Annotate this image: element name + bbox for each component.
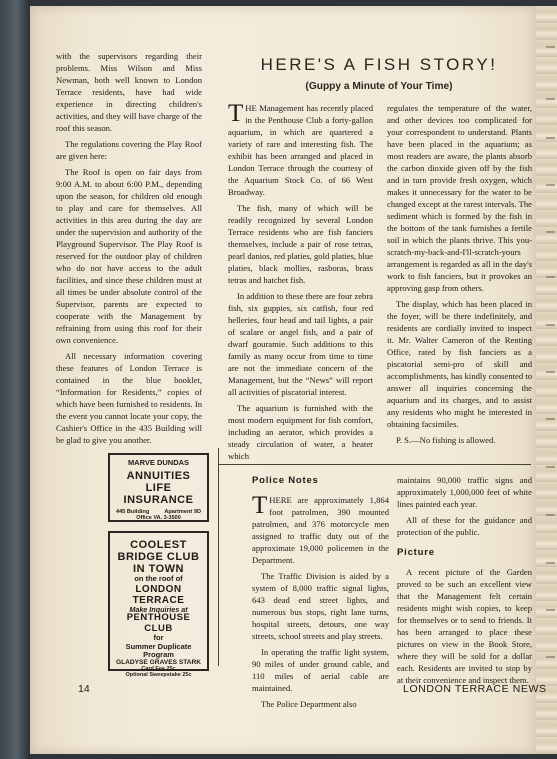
left-paragraph: with the supervisors regarding their problems. Miss Wilson and Miss Newman, both well known to London Terrace residents, have had wide experience in directing children's activities, and they will have charge of the roof this season.	[56, 51, 202, 133]
fish-story-headline: HERE'S A FISH STORY!	[260, 55, 498, 74]
ad-line: Optional Sweepstake 25c	[125, 672, 192, 679]
ad-apartment: Apartment 9D	[164, 508, 201, 515]
fish-first-text: HE Management has recently placed in the Penthouse Club a forty-gallon aquarium, in which are quartered a variety of rare and interesting fish. The exhibit has been arranged and placed in London Terrace through the courtesy of the Aquarium Stock Co. of 66 West Broadway.	[228, 103, 373, 197]
ad-line: Card Fee 25c	[141, 666, 176, 673]
police-picture-column	[397, 474, 532, 690]
picture-paragraph: A recent picture of the Garden proved to be such an excellent view that the Management felt certain residents might wish copies, to keep for themselves or to send to friends. It has been arranged to place these pictures on view in the Book Store, where they will be sold for a dollar each. Residents are invited to stop by at their convenience and inspect them.	[397, 567, 532, 685]
ad-line: GLADYSE GRAVES STARK	[115, 659, 202, 667]
police-paragraph: All of these for the guidance and protection of the public.	[397, 515, 532, 537]
fish-paragraph: The display, which has been placed in the foyer, will be there indefinitely, and residents are cordially invited to inspect it. Mr. Walter Cameron of the Renting Office, rated by fish fanciers as a piscatorial semi-pro of skill and accomplishments, has kindly consented to answer all inquiries concerning the aquarium and its charges, and to assist any residents who might be interested in obtaining facsimiles.	[387, 299, 532, 429]
ad-annuities: ANNUITIES	[126, 470, 191, 483]
ad-agent-name: MARVE DUNDAS	[127, 458, 190, 467]
drop-cap: T	[228, 100, 244, 127]
police-paragraph: maintains 90,000 traffic signs and approximately 1,000,000 feet of white lines painted each year.	[397, 475, 532, 509]
police-first-text: HERE are approximately 1,864 foot patrolmen, 390 mounted patrolmen, and 376 motorcycle men assigned to traffic duty out of the approximate 19,000 policemen in the Department.	[252, 495, 389, 565]
fish-story-subhead: (Guppy a Minute of Your Time)	[305, 81, 453, 92]
bridge-club-ad	[108, 531, 209, 679]
police-notes-title: Police Notes	[252, 475, 319, 486]
ad-line: IN TOWN	[133, 563, 184, 576]
page-number: 14	[78, 683, 90, 695]
ad-life-insurance: LIFE INSURANCE	[123, 482, 194, 507]
ad-line: on the roof of	[134, 574, 183, 584]
ad-line: for	[153, 633, 164, 643]
publication-name: LONDON TERRACE NEWS	[403, 683, 547, 695]
fish-paragraph: The aquarium is furnished with the most modern equipment for fish comfort, including an aerator, which provides a steady circulation of water, a heater which	[228, 403, 373, 461]
police-paragraph: The Traffic Division is aided by a system of 8,000 traffic signal lights, 643 dead end street lights, and numerous bus stops, right lane turns, hospital streets, detours, one way streets, school streets and play streets.	[252, 571, 389, 641]
page-stack-edge	[536, 6, 557, 754]
left-paragraph: All necessary information covering these features of London Terrace is contained in the blue booklet, “Information for Residents,” copies of which have been furnished to residents. In the event you cannot locate your copy, the Cashier's Office in the 435 Building will be glad to give you another.	[56, 351, 202, 445]
fish-story-column-2	[387, 102, 532, 450]
ad-line: Summer Duplicate Program	[125, 641, 192, 659]
ad-line: BRIDGE CLUB	[117, 551, 200, 564]
ad-line: PENTHOUSE CLUB	[126, 612, 191, 634]
ad-building: 445 Building	[116, 508, 150, 515]
fish-paragraph: P. S.—No fishing is allowed.	[396, 435, 496, 445]
police-notes-column	[252, 474, 389, 714]
ad-line: Make Inquiries at	[129, 604, 188, 614]
ad-line: COOLEST	[130, 539, 187, 551]
fish-paragraph: regulates the temperature of the water, and other devices too complicated for your correspondent to understand. Plants have been placed in the aquarium; as most readers are aware, the plants absorb the carbon dioxide given off by the fish and in turn provide fresh oxygen, which makes it unnecessary for the water to be changed except at the rarest intervals. The sediment which is formed by the fish in the bottom of the tank furnishes a fertile soil in which the plants thrive. This you-scratch-my-back-and-I'll-scratch-yours arrangement is regarded as all in the day's work to fish fanciers, but it provokes an approving gasp from others.	[387, 103, 532, 293]
play-roof-column	[56, 50, 202, 450]
ad-line: LONDON TERRACE	[132, 583, 185, 606]
fish-story-column-1	[228, 102, 373, 466]
insurance-ad	[108, 453, 209, 522]
police-first-paragraph	[252, 494, 389, 566]
drop-cap: T	[252, 492, 268, 519]
fish-paragraph: The fish, many of which will be readily recognized by several London Terrace residents who are fish fanciers themselves, include a pair of rose tetras, pearl danios, red platies, gold platies, blue platies, black mollies, rasboras, brass tetras and hatchet fish.	[228, 203, 373, 285]
police-paragraph: In operating the traffic light system, 90 miles of under ground cable, and 110 miles of aerial cable are maintained.	[252, 647, 389, 693]
magazine-binding	[0, 0, 30, 759]
left-paragraph: The Roof is open on fair days from 9:00 A.M. to about 6:00 P.M., depending upon the season, for children old enough to play and care for themselves. All activities in this area during the day are under the supervision and authority of the Playground Supervisor. The Play Roof is reserved for the outdoor play of children who do not have access to the adult facilities, and since these children must at all times be under absolute control of the Supervisor, parents are expected to cooperate with the Management by refraining from using this roof for their own convenience.	[56, 167, 202, 345]
left-paragraph: The regulations covering the Play Roof are given here:	[56, 139, 202, 161]
column-divider	[218, 448, 219, 666]
section-divider	[219, 464, 531, 465]
fish-paragraph: In addition to these there are four zebra fish, six guppies, six catfish, four red helleries, four head and tail lights, a pair of scalare or angel fish, and a pair of dwarf gouramie. Such additions to this family as many occur from time to time are not the immediate concern of the Management, but the “News” will report all activities of piscatorial interest.	[228, 291, 373, 397]
ad-office-phone: Office VA. 3-3500	[136, 514, 181, 521]
picture-title: Picture	[397, 547, 435, 558]
fish-first-paragraph	[228, 102, 373, 198]
police-paragraph: The Police Department also	[261, 699, 357, 709]
